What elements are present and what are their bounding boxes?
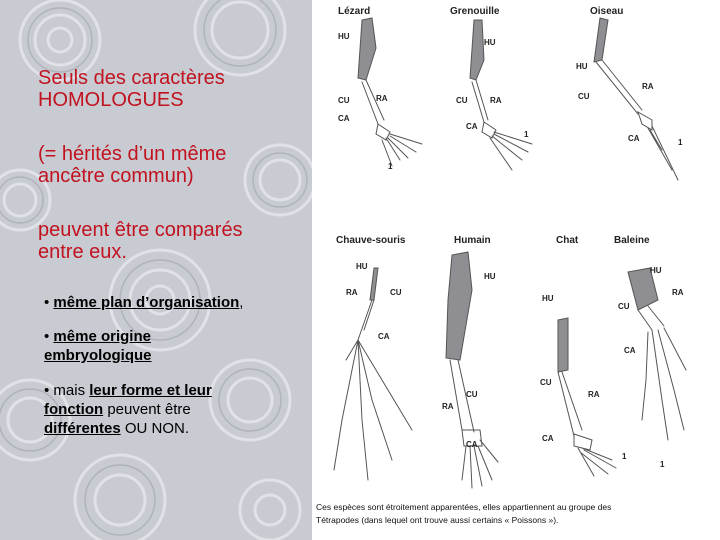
heading <box>38 67 225 111</box>
cat-hu-label: HU <box>542 294 554 303</box>
cat-digits <box>578 448 616 476</box>
human-ra-label: RA <box>442 402 454 411</box>
cat-ulna <box>558 372 574 436</box>
compare-note-line-2: entre eux. <box>38 241 127 263</box>
bullet-origin-line-2: embryologique <box>44 347 152 364</box>
species-bat: Chauve-souris <box>336 235 406 246</box>
human-hu-label: HU <box>484 272 496 281</box>
bullet-plan-suffix: , <box>239 294 244 311</box>
bird-ra-label: RA <box>642 82 654 91</box>
human-humerus <box>446 252 472 360</box>
ancestor-note-line-1: (= hérités d’un même <box>38 143 227 165</box>
cat-ca-label: CA <box>542 434 554 443</box>
frog-digit-label: 1 <box>524 130 529 139</box>
cat-ra-label: RA <box>588 390 600 399</box>
whale-digits <box>642 328 686 440</box>
bullet-form-line-3a: différentes <box>44 420 121 437</box>
heading-line-1: Seuls des caractères <box>38 67 225 89</box>
bat-radius <box>358 300 372 340</box>
bird-radius <box>602 60 642 110</box>
lizard-ca-label: CA <box>338 114 350 123</box>
frog-cu-label: CU <box>456 96 468 105</box>
frog-carpus <box>482 122 496 138</box>
bat-digits <box>334 340 412 480</box>
cat-digit-label: 1 <box>622 452 627 461</box>
bat-ra-label: RA <box>346 288 358 297</box>
lizard-hu-label: HU <box>338 32 350 41</box>
bat-hu-label: HU <box>356 262 368 271</box>
cat-cu-label: CU <box>540 378 552 387</box>
bullet-form-line-2-rest: peuvent être <box>103 401 191 418</box>
bullet-form-line-1: leur forme et leur <box>89 382 212 399</box>
cat-humerus <box>558 318 568 372</box>
bird-ca-label: CA <box>628 134 640 143</box>
bullet-form-prefix: • mais <box>44 382 90 399</box>
bat-ulna <box>364 300 374 330</box>
bat-ca-label: CA <box>378 332 390 341</box>
compare-note <box>38 219 243 263</box>
bullet-plan-underlined: même plan d’organisation <box>53 294 240 311</box>
bird-cu-label: CU <box>578 92 590 101</box>
bird-humerus <box>594 18 608 62</box>
lizard-ra-label: RA <box>376 94 388 103</box>
frog-ca-label: CA <box>466 122 478 131</box>
forelimb-diagram <box>312 0 720 540</box>
lizard-cu-label: CU <box>338 96 350 105</box>
whale-hu-label: HU <box>650 266 662 275</box>
lizard-digit-label: 1 <box>388 162 393 171</box>
human-ca-label: CA <box>466 440 478 449</box>
cat-carpus <box>574 434 592 450</box>
lizard-humerus <box>358 18 376 80</box>
bird-ulna <box>596 62 638 114</box>
whale-ca-label: CA <box>624 346 636 355</box>
bird-carpus <box>638 112 652 130</box>
species-frog: Grenouille <box>450 6 500 17</box>
heading-line-2: HOMOLOGUES <box>38 89 184 111</box>
bullet-plan-prefix: • <box>44 294 54 311</box>
bullet-form <box>44 381 212 438</box>
bird-digit-label: 1 <box>678 138 683 147</box>
species-bird: Oiseau <box>590 6 624 17</box>
whale-radio-ulna <box>638 306 664 330</box>
bird-digits <box>648 126 678 180</box>
frog-hu-label: HU <box>484 38 496 47</box>
species-whale: Baleine <box>614 235 650 246</box>
bat-cu-label: CU <box>390 288 402 297</box>
whale-ra-label: RA <box>672 288 684 297</box>
human-cu-label: CU <box>466 390 478 399</box>
figure-caption <box>316 501 696 527</box>
species-lizard: Lézard <box>338 6 371 17</box>
whale-cu-label: CU <box>618 302 630 311</box>
frog-radio-ulna <box>472 80 488 122</box>
species-cat: Chat <box>556 235 579 246</box>
bullet-origin-line-1: même origine <box>53 328 151 345</box>
bullet-origin <box>44 327 152 365</box>
compare-note-line-1: peuvent être comparés <box>38 219 243 241</box>
bullet-plan <box>44 293 243 312</box>
figure-caption-line-2: Tétrapodes (dans lequel ont trouve aussi certains « Poissons »). <box>316 515 559 525</box>
bullet-origin-prefix: • <box>44 328 54 345</box>
ancestor-note-line-2: ancêtre commun) <box>38 165 194 187</box>
bat-humerus <box>370 268 378 300</box>
whale-digit-label: 1 <box>660 460 665 469</box>
species-human: Humain <box>454 235 491 246</box>
ancestor-note <box>38 143 226 187</box>
frog-ra-label: RA <box>490 96 502 105</box>
figure-caption-line-1: Ces espèces sont étroitement apparentées, elles appartiennent au groupe des <box>316 502 612 512</box>
bullet-form-line-3-rest: OU NON. <box>120 420 190 437</box>
bullet-form-line-2a: fonction <box>44 401 104 418</box>
bird-hu-label: HU <box>576 62 588 71</box>
frog-humerus <box>470 20 484 80</box>
